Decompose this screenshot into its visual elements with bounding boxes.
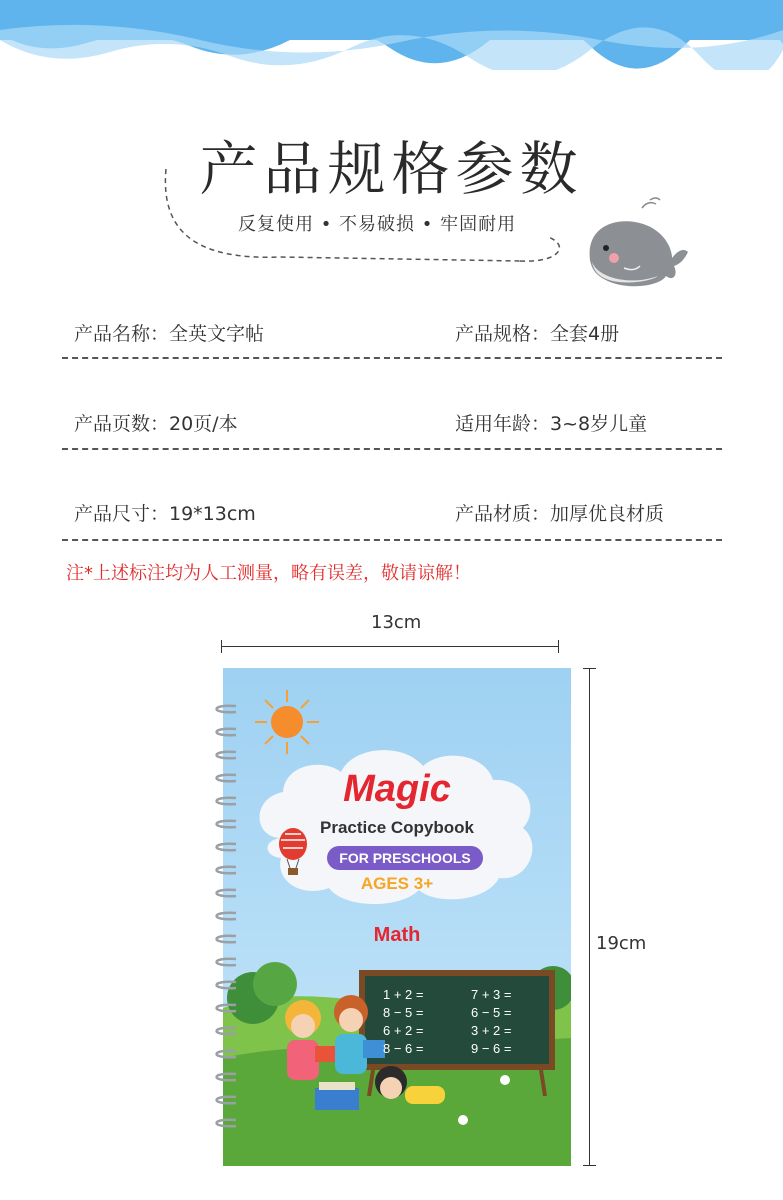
- spiral-ring: [217, 913, 237, 920]
- board-equation: 8 − 6 =: [383, 1041, 424, 1056]
- spec-size: 产品尺寸：19*13cm: [74, 503, 256, 525]
- dashed-divider: [62, 448, 722, 450]
- measurement-note: 注*上述标注均为人工测量，略有误差，敬请谅解！: [66, 563, 471, 584]
- spiral-ring: [217, 1074, 237, 1081]
- spiral-ring: [217, 1005, 237, 1012]
- dashed-divider: [62, 539, 722, 541]
- book-subtitle: Practice Copybook: [320, 818, 474, 837]
- book-cover-art: [223, 668, 571, 1166]
- whale-icon: [580, 190, 690, 300]
- page-title: 产品规格参数: [199, 135, 584, 203]
- board-equation: 6 + 2 =: [383, 1023, 424, 1038]
- book-badge: FOR PRESCHOOLS: [327, 846, 483, 870]
- spiral-ring: [217, 1028, 237, 1035]
- spiral-ring: [217, 706, 237, 713]
- spiral-ring: [217, 982, 237, 989]
- spiral-ring: [217, 798, 237, 805]
- book-ages: AGES 3+: [360, 874, 434, 893]
- width-label: 13cm: [371, 612, 422, 633]
- height-label: 19cm: [596, 933, 647, 954]
- board-equation: 6 − 5 =: [471, 1005, 512, 1020]
- spiral-ring: [217, 821, 237, 828]
- board-equation: 3 + 2 =: [471, 1023, 512, 1038]
- height-dimension-line: [589, 668, 590, 1166]
- spiral-ring: [217, 1051, 237, 1058]
- spiral-ring: [217, 936, 237, 943]
- board-equation: 1 + 2 =: [383, 987, 424, 1002]
- spiral-ring: [217, 890, 237, 897]
- spec-page-count: 产品页数：20页/本: [74, 413, 238, 435]
- board-equation: 8 − 5 =: [383, 1005, 424, 1020]
- spec-material: 产品材质：加厚优良材质: [455, 503, 665, 525]
- dashed-divider: [62, 357, 722, 359]
- page-subtitle: 反复使用 • 不易破损 • 牢固耐用: [238, 214, 517, 235]
- board-col-left: [383, 986, 423, 1058]
- top-wave-banner: [0, 0, 783, 70]
- spiral-ring: [217, 1120, 237, 1127]
- width-dimension-line: [221, 646, 559, 647]
- spiral-ring: [217, 844, 237, 851]
- board-equation: 7 + 3 =: [471, 987, 512, 1002]
- spiral-ring: [217, 959, 237, 966]
- spec-product-name: 产品名称：全英文字帖: [74, 323, 265, 345]
- spiral-ring: [217, 775, 237, 782]
- spiral-ring: [217, 867, 237, 874]
- book-title: Magic: [343, 768, 451, 810]
- spiral-ring: [217, 1097, 237, 1104]
- spiral-ring: [217, 729, 237, 736]
- board-equation: 9 − 6 =: [471, 1041, 512, 1056]
- spec-age-range: 适用年龄：3~8岁儿童: [455, 413, 648, 435]
- board-col-right: [471, 986, 511, 1058]
- book-cover: [223, 668, 571, 1166]
- spiral-ring: [217, 752, 237, 759]
- book-subject: Math: [373, 924, 421, 946]
- spiral-binding: [208, 700, 242, 1140]
- spec-product-set: 产品规格：全套4册: [455, 323, 620, 345]
